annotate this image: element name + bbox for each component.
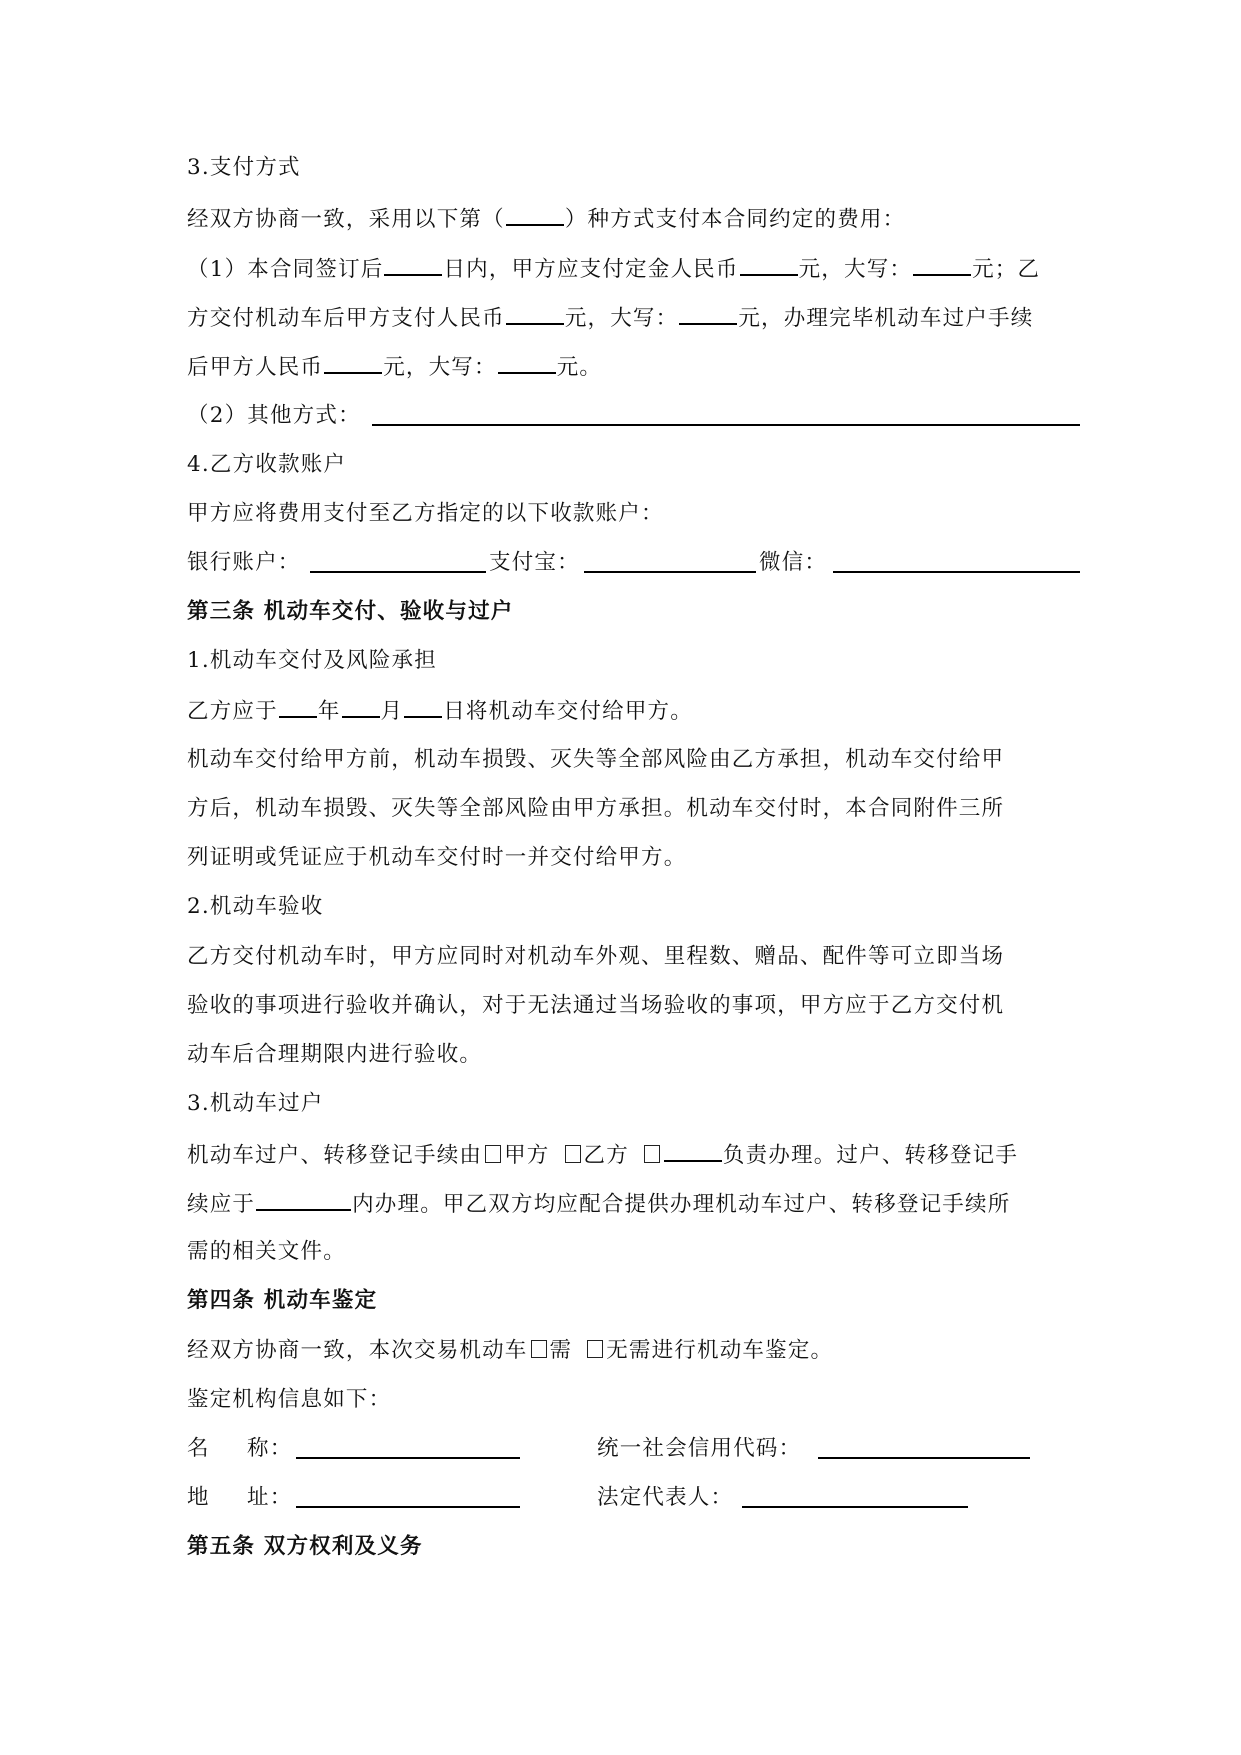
payment-method-intro — [187, 202, 1082, 234]
text: 鉴定机构信息如下： — [187, 1387, 392, 1412]
checkbox-no-need-label: 无需进行机动车鉴定。 — [606, 1338, 834, 1363]
text: （1）本合同签订后 — [187, 257, 384, 282]
checkbox-party-a-label: 甲方 — [504, 1143, 550, 1168]
payment-method-title — [187, 152, 1082, 184]
bank-account-label: 银行账户： — [187, 550, 301, 575]
text: 乙方交付机动车时，甲方应同时对机动车外观、里程数、赠品、配件等可立即当场 — [187, 944, 1005, 969]
text: 需的相关文件。 — [187, 1239, 346, 1264]
text: 元。 — [556, 355, 603, 380]
article5-heading — [187, 1531, 1082, 1563]
org-address-field[interactable] — [296, 1506, 520, 1508]
name-label-part2: 称： — [247, 1436, 293, 1461]
text: 方交付机动车后甲方支付人民币 — [187, 306, 505, 331]
org-info-line — [187, 1384, 1082, 1416]
text: 元，办理完毕机动车过户手续 — [738, 306, 1034, 331]
text: 机动车过户、转移登记手续由 — [187, 1143, 483, 1168]
transfer-line1 — [187, 1138, 1082, 1170]
checkbox-party-a[interactable] — [485, 1145, 501, 1163]
delivery-title — [187, 645, 1082, 677]
other-method-field[interactable] — [372, 424, 1080, 426]
alipay-field[interactable] — [584, 571, 756, 573]
checkbox-no-appraisal[interactable] — [587, 1340, 603, 1358]
month-blank[interactable] — [342, 694, 380, 718]
option2-line — [187, 400, 1082, 432]
org-row2 — [187, 1482, 1082, 1514]
text: 第四条 机动车鉴定 — [187, 1288, 378, 1313]
text: 3.机动车过户 — [187, 1091, 324, 1116]
text: 机动车交付给甲方前，机动车损毁、灭失等全部风险由乙方承担，机动车交付给甲 — [187, 747, 1005, 772]
appraisal-choice-line — [187, 1335, 1082, 1367]
acceptance-line1 — [187, 941, 1082, 973]
text: 元，大写： — [383, 355, 497, 380]
delivery-payment-blank[interactable] — [506, 301, 564, 325]
credit-code-label: 统一社会信用代码： — [597, 1436, 802, 1461]
text: 年 — [317, 699, 341, 724]
credit-code-field[interactable] — [818, 1457, 1030, 1459]
text: 动车后合理期限内进行验收。 — [187, 1042, 483, 1067]
transfer-line2 — [187, 1187, 1082, 1219]
intro-text-a: 经双方协商一致，采用以下第（ — [187, 207, 505, 232]
final-payment-blank[interactable] — [324, 350, 382, 374]
text: 续应于 — [187, 1192, 256, 1217]
legal-rep-field[interactable] — [742, 1506, 968, 1508]
bank-account-field[interactable] — [310, 571, 486, 573]
wechat-label: 微信： — [759, 550, 828, 575]
text: 月 — [380, 699, 404, 724]
text: 负责办理。过户、转移登记手 — [722, 1143, 1019, 1168]
text: 1.机动车交付及风险承担 — [187, 648, 437, 673]
account-title — [187, 449, 1082, 481]
text: 元，大写： — [564, 306, 679, 331]
final-uppercase-blank[interactable] — [498, 350, 556, 374]
deposit-amount-blank[interactable] — [740, 252, 798, 276]
text: 列证明或凭证应于机动车交付时一并交付给甲方。 — [187, 845, 687, 870]
payment-method-title-text: 3.支付方式 — [187, 155, 301, 180]
option1-line3 — [187, 350, 1082, 382]
other-party-blank[interactable] — [664, 1138, 722, 1162]
legal-rep-label: 法定代表人： — [597, 1485, 734, 1510]
text: 第五条 双方权利及义务 — [187, 1534, 423, 1559]
text: 元，大写： — [798, 257, 913, 282]
text: 验收的事项进行验收并确认，对于无法通过当场验收的事项，甲方应于乙方交付机 — [187, 993, 1005, 1018]
article3-heading — [187, 596, 1082, 628]
checkbox-party-b-label: 乙方 — [583, 1143, 629, 1168]
article4-heading — [187, 1285, 1082, 1317]
days-blank[interactable] — [384, 252, 442, 276]
wechat-field[interactable] — [833, 571, 1080, 573]
delivery-date-line — [187, 694, 1082, 726]
risk-line2 — [187, 793, 1082, 825]
option1-line2 — [187, 301, 1082, 333]
text: 乙方应于 — [187, 699, 278, 724]
payment-option-blank[interactable] — [506, 202, 564, 226]
alipay-label: 支付宝： — [489, 550, 580, 575]
address-label-part1: 地 — [187, 1485, 210, 1510]
text: 2.机动车验收 — [187, 894, 324, 919]
transfer-line3 — [187, 1236, 1082, 1268]
name-label-part1: 名 — [187, 1436, 210, 1461]
text: 元；乙 — [972, 257, 1041, 282]
checkbox-other[interactable] — [644, 1145, 660, 1163]
deposit-uppercase-blank[interactable] — [913, 252, 971, 276]
option1-line1 — [187, 252, 1082, 284]
risk-line3 — [187, 842, 1082, 874]
acceptance-line3 — [187, 1039, 1082, 1071]
acceptance-title — [187, 891, 1082, 923]
checkbox-need-label: 需 — [549, 1338, 573, 1363]
delivery-uppercase-blank[interactable] — [679, 301, 737, 325]
checkbox-party-b[interactable] — [565, 1145, 581, 1163]
text: （2）其他方式： — [187, 403, 361, 428]
text: 经双方协商一致，本次交易机动车 — [187, 1338, 528, 1363]
text: 日将机动车交付给甲方。 — [443, 699, 693, 724]
org-row1 — [187, 1433, 1082, 1465]
acceptance-line2 — [187, 990, 1082, 1022]
year-blank[interactable] — [279, 694, 317, 718]
text: 日内，甲方应支付定金人民币 — [443, 257, 739, 282]
org-name-field[interactable] — [296, 1457, 520, 1459]
transfer-title — [187, 1088, 1082, 1120]
account-intro — [187, 498, 1082, 530]
text: 4.乙方收款账户 — [187, 452, 347, 477]
text: 内办理。甲乙双方均应配合提供办理机动车过户、转移登记手续所 — [352, 1192, 1011, 1217]
address-label-part2: 址： — [247, 1485, 293, 1510]
checkbox-need-appraisal[interactable] — [531, 1340, 547, 1358]
day-blank[interactable] — [404, 694, 442, 718]
account-fields-row — [187, 547, 1082, 579]
intro-text-b: ）种方式支付本合同约定的费用： — [564, 207, 906, 232]
text: 甲方应将费用支付至乙方指定的以下收款账户： — [187, 501, 664, 526]
text: 后甲方人民币 — [187, 355, 324, 380]
text: 方后，机动车损毁、灭失等全部风险由甲方承担。机动车交付时，本合同附件三所 — [187, 796, 1005, 821]
transfer-period-blank[interactable] — [256, 1187, 351, 1211]
risk-line1 — [187, 744, 1082, 776]
text: 第三条 机动车交付、验收与过户 — [187, 599, 514, 624]
